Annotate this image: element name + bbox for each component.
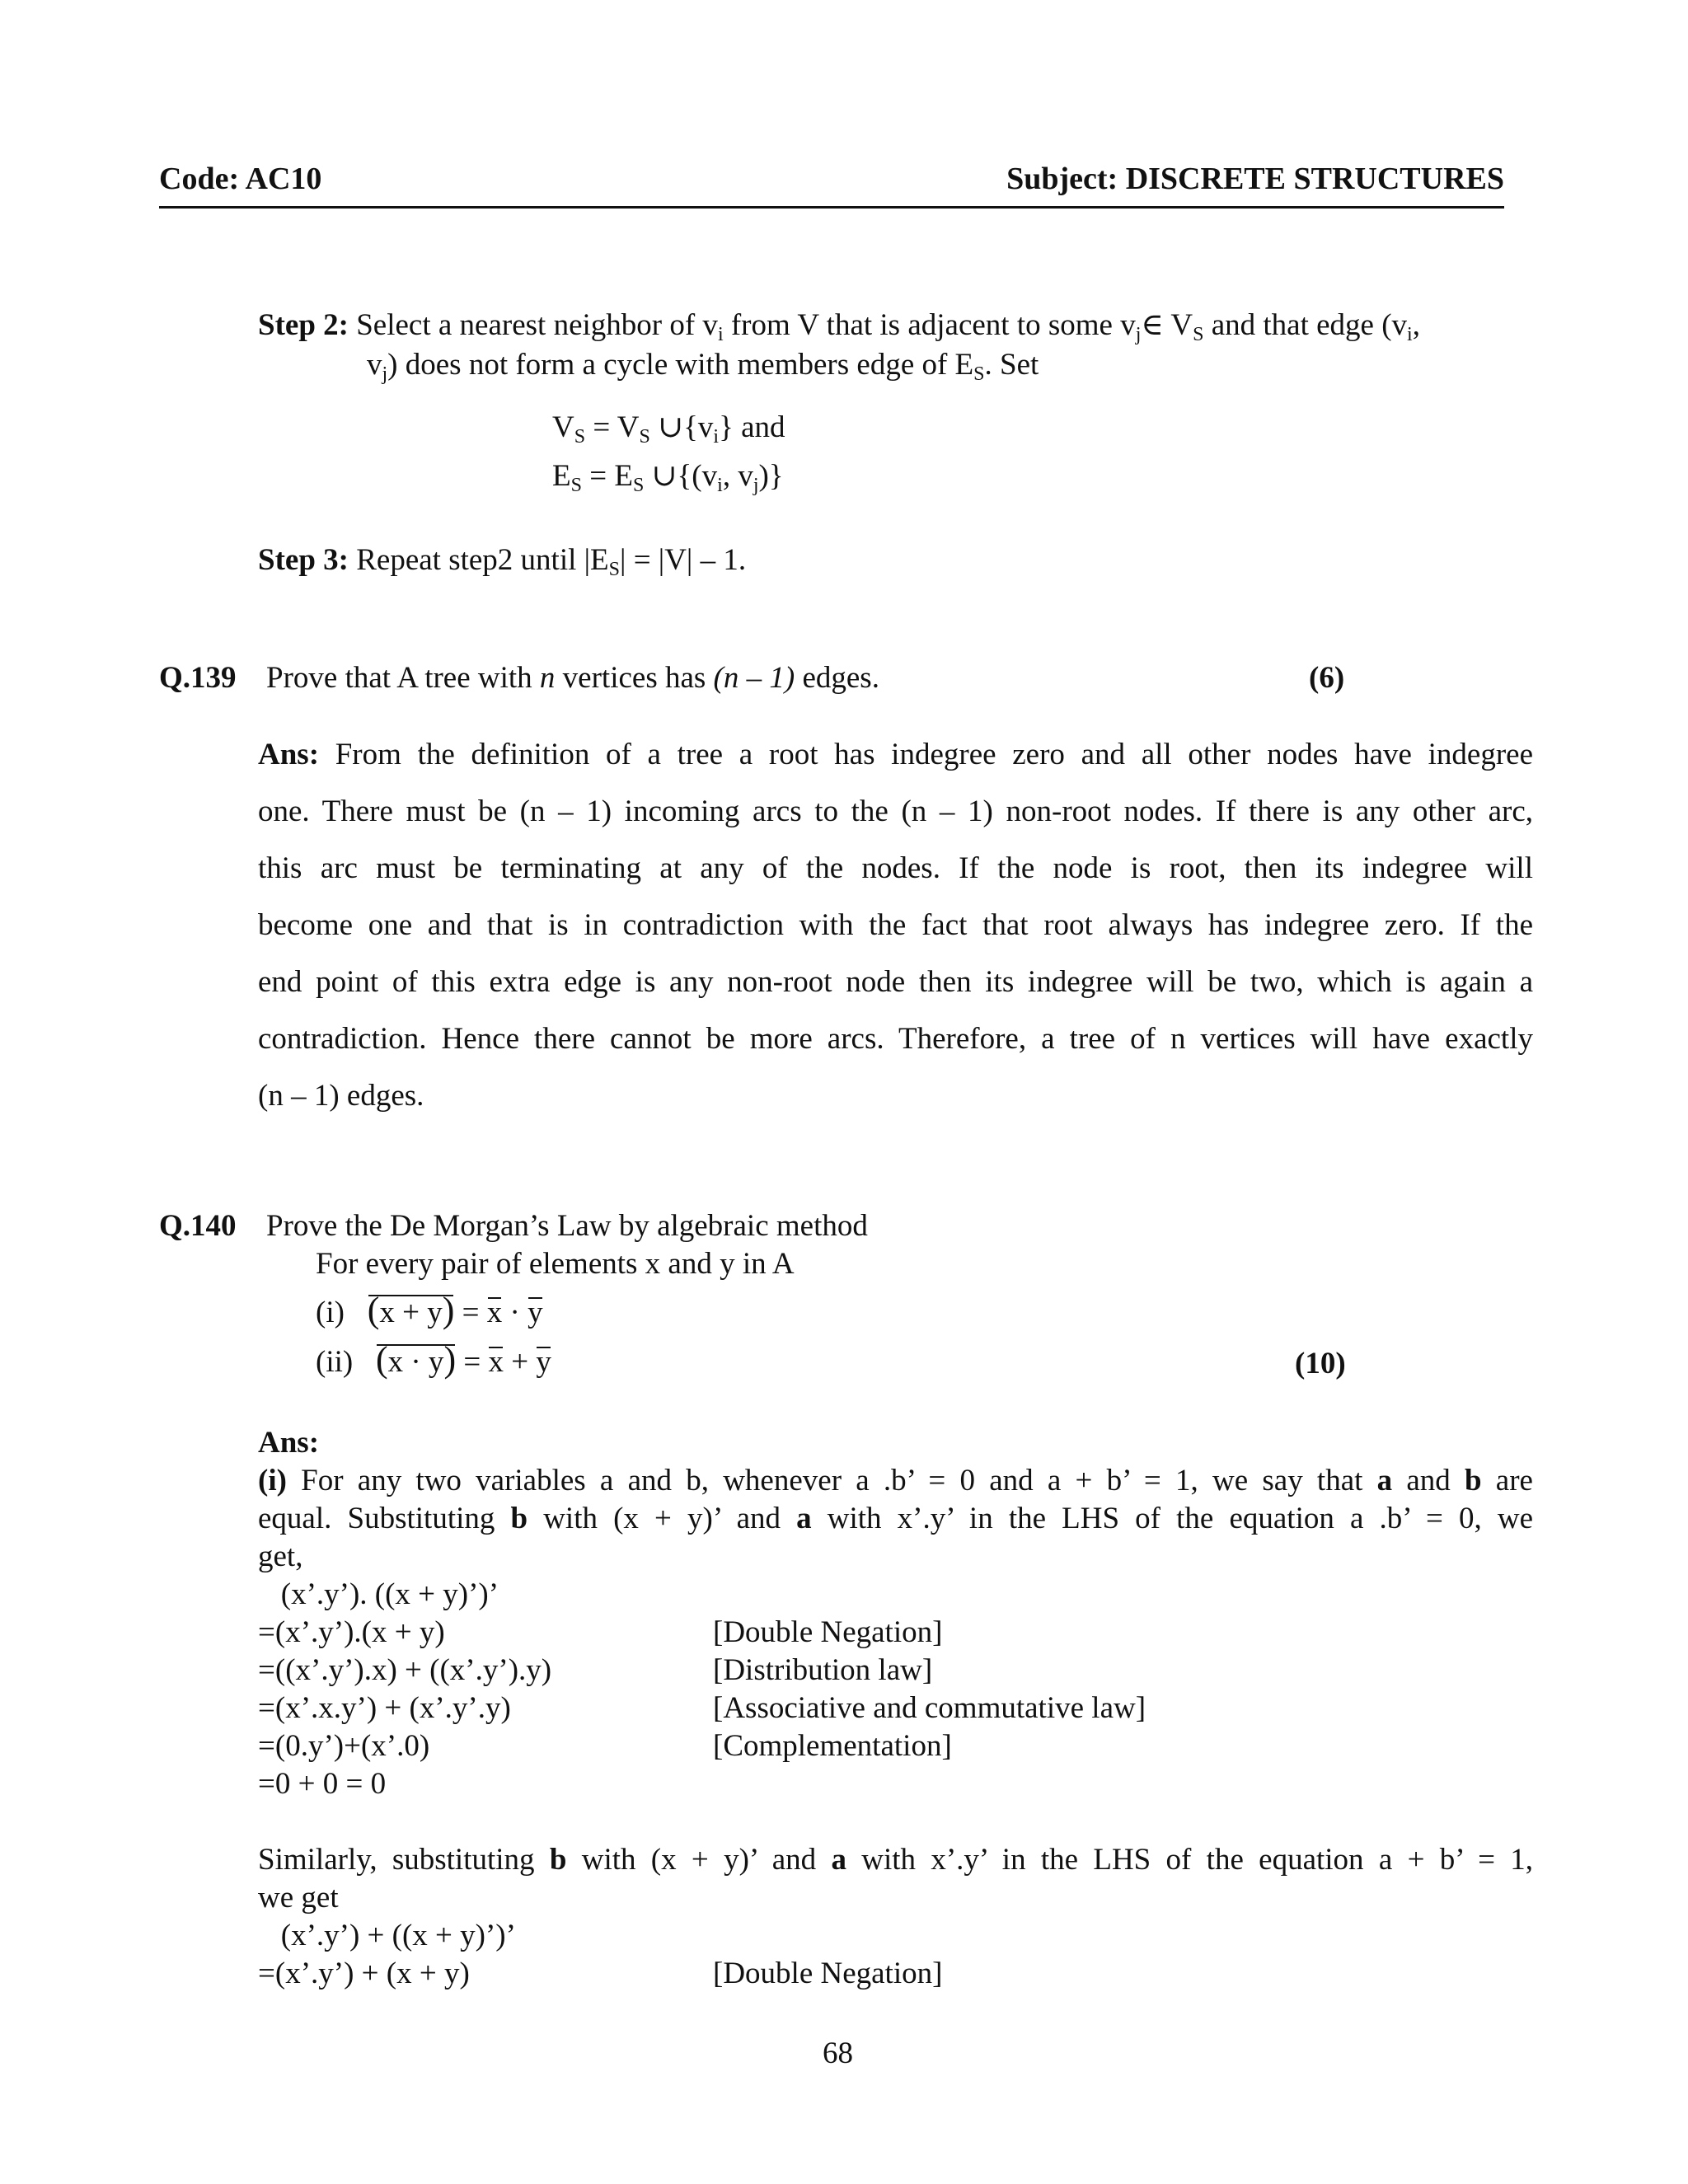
- deriv-expr: =(x’.y’).(x + y): [258, 1615, 445, 1649]
- q139-answer-line: contradiction. Hence there cannot be more arcs. Therefore, a tree of n vertices will have exactly: [258, 1022, 1533, 1056]
- derivation-row: [258, 1614, 1533, 1652]
- derivation-row: [258, 1690, 1533, 1727]
- eq-text: )}: [758, 459, 784, 493]
- sub: i: [717, 475, 723, 496]
- var-b: b: [1465, 1464, 1482, 1497]
- item-label: (i): [316, 1296, 345, 1329]
- q139-answer-line: this arc must be terminating at any of the nodes. If the node is root, then its indegree will: [258, 851, 1533, 885]
- sub: j: [1135, 324, 1142, 345]
- deriv-expr: (x’.y’) + ((x + y)’)’: [258, 1919, 516, 1952]
- q140-ans-label: Ans:: [258, 1426, 320, 1460]
- deriv-expr: =(0.y’)+(x’.0): [258, 1729, 430, 1763]
- expr: x + y: [379, 1296, 443, 1329]
- step2-text: v: [367, 348, 382, 382]
- sub: S: [632, 475, 645, 496]
- q139-answer-line: [258, 726, 1533, 783]
- ans-text: with x’.y’ in the LHS of the equation a .b’ = 0, we: [811, 1502, 1533, 1535]
- eq-text: E: [552, 459, 571, 493]
- q139-answer-line: one. There must be (n – 1) incoming arcs to the (n – 1) non-root nodes. If there is any other arc,: [258, 794, 1533, 828]
- derivation-row: [258, 1765, 1533, 1803]
- derivation-row: [258, 1727, 1533, 1765]
- q-text-italic: (n – 1): [713, 661, 795, 695]
- q139-marks: (6): [1309, 661, 1345, 695]
- q140-item-ii: [316, 1341, 551, 1381]
- q-text: Prove that A tree with: [266, 661, 540, 695]
- eq-text: = V: [585, 410, 640, 444]
- overbar-x: x: [488, 1343, 504, 1381]
- deriv-expr: =((x’.y’).x) + ((x’.y’).y): [258, 1653, 552, 1687]
- page-number: 68: [823, 2036, 853, 2070]
- header-code: Code: AC10: [159, 162, 322, 196]
- eq-text: ∪{(v: [644, 459, 718, 493]
- q-text-italic: n: [539, 661, 556, 695]
- step2-text: . Set: [984, 348, 1039, 382]
- var-a: a: [831, 1843, 846, 1877]
- q140-item-i: [316, 1291, 543, 1332]
- sub: j: [753, 475, 759, 496]
- q139-answer-line: (n – 1) edges.: [258, 1079, 424, 1113]
- q-text: edges.: [795, 661, 879, 695]
- var-b: b: [510, 1502, 528, 1535]
- q140-subline: For every pair of elements x and y in A: [316, 1247, 795, 1281]
- answer-line: get,: [258, 1540, 303, 1573]
- eq-text: , v: [722, 459, 753, 493]
- sub: S: [608, 559, 621, 580]
- eq-text: = E: [581, 459, 633, 493]
- paren: ): [442, 1290, 455, 1330]
- deriv-expr: =0 + 0 = 0: [258, 1767, 387, 1801]
- spacer: [258, 1803, 1533, 1841]
- step3: [258, 541, 746, 579]
- overbar-y: y: [536, 1343, 551, 1381]
- derivation-row: [258, 1955, 1533, 1993]
- q140-answer: [258, 1462, 1533, 1993]
- step2-text: from V that is adjacent to some v: [723, 308, 1136, 342]
- expr: =: [454, 1296, 487, 1329]
- overbar-expression: [376, 1341, 456, 1381]
- step2-line1: [258, 307, 1533, 344]
- ans-text: For any two variables a and b, whenever a .b’ = 0 and a + b’ = 1, we say that: [286, 1464, 1377, 1497]
- expr: +: [503, 1345, 537, 1379]
- overbar-y: y: [528, 1294, 543, 1332]
- q140-question: Prove the De Morgan’s Law by algebraic method: [266, 1209, 868, 1243]
- step2-label: Step 2:: [258, 308, 349, 342]
- deriv-reason: [Double Negation]: [713, 1957, 943, 1990]
- eq-text: V: [552, 410, 574, 444]
- ans-text: equal. Substituting: [258, 1502, 511, 1535]
- step2-equation-vs: [552, 409, 785, 447]
- sub: S: [639, 426, 650, 448]
- q140-marks: (10): [1295, 1347, 1346, 1380]
- step3-text: Repeat step2 until |E: [356, 543, 609, 577]
- var-b: b: [549, 1843, 567, 1877]
- q139-number: Q.139: [159, 661, 237, 695]
- q140-number: Q.140: [159, 1209, 237, 1243]
- answer-line: [258, 1841, 1533, 1879]
- header-rule: [159, 206, 1504, 209]
- q-text: vertices has: [555, 661, 714, 695]
- answer-line: [258, 1500, 1533, 1538]
- step2-text: ,: [1412, 308, 1420, 342]
- step2-line2: [367, 346, 1039, 384]
- expr: ·: [502, 1296, 528, 1329]
- part-label: (i): [258, 1464, 287, 1497]
- deriv-expr: (x’.y’). ((x + y)’)’: [258, 1577, 499, 1611]
- eq-text: ∪{v: [649, 410, 714, 444]
- q139-answer-line: become one and that is in contradiction with the fact that root always has indegree zero. If the: [258, 908, 1533, 942]
- derivation-row: [258, 1652, 1533, 1690]
- deriv-expr: =(x’.y’) + (x + y): [258, 1957, 470, 1990]
- deriv-expr: =(x’.x.y’) + (x’.y’.y): [258, 1691, 511, 1725]
- eq-text: } and: [719, 410, 785, 444]
- ans-label: Ans:: [258, 738, 320, 771]
- var-a: a: [796, 1502, 812, 1535]
- step2-text: ) does not form a cycle with members edge of E: [387, 348, 974, 382]
- ans-text: From the definition of a tree a root has indegree zero and all other nodes have indegree: [319, 738, 1533, 771]
- step2-text: ∈ V: [1141, 308, 1193, 342]
- sub: j: [382, 363, 388, 385]
- ans-text: with (x + y)’ and: [566, 1843, 832, 1877]
- paren: ): [443, 1339, 457, 1380]
- step2-equation-es: [552, 457, 784, 495]
- ans-text: and: [1392, 1464, 1465, 1497]
- ans-text: with x’.y’ in the LHS of the equation a + b’ = 1,: [846, 1843, 1534, 1877]
- deriv-reason: [Complementation]: [713, 1729, 952, 1763]
- expr: x · y: [387, 1345, 444, 1379]
- sub: S: [570, 475, 582, 496]
- paren: (: [367, 1290, 380, 1330]
- sub: i: [1407, 324, 1413, 345]
- header-subject: Subject: DISCRETE STRUCTURES: [1006, 162, 1504, 196]
- step3-text: | = |V| – 1.: [620, 543, 747, 577]
- step2-text: Select a nearest neighbor of v: [356, 308, 718, 342]
- item-label: (ii): [316, 1345, 354, 1379]
- answer-line: [258, 1462, 1533, 1500]
- sub: S: [1193, 324, 1204, 345]
- step3-label: Step 3:: [258, 543, 349, 577]
- sub: S: [574, 426, 586, 448]
- overbar-expression: [368, 1291, 455, 1332]
- paren: (: [375, 1339, 388, 1380]
- sub: S: [973, 363, 985, 385]
- var-a: a: [1376, 1464, 1393, 1497]
- derivation-row: [258, 1576, 1533, 1614]
- expr: =: [456, 1345, 489, 1379]
- ans-text: are: [1481, 1464, 1533, 1497]
- overbar-x: x: [487, 1294, 503, 1332]
- ans-text: Similarly, substituting: [258, 1843, 550, 1877]
- sub: i: [713, 426, 720, 448]
- sub: i: [717, 324, 724, 345]
- step2-text: and that edge (v: [1203, 308, 1408, 342]
- q139-question: [266, 659, 879, 697]
- q139-answer-line: end point of this extra edge is any non-root node then its indegree will be two, which is again a: [258, 965, 1533, 999]
- derivation-row: [258, 1917, 1533, 1955]
- deriv-reason: [Double Negation]: [713, 1615, 943, 1649]
- ans-text: with (x + y)’ and: [528, 1502, 797, 1535]
- deriv-reason: [Distribution law]: [713, 1653, 933, 1687]
- deriv-reason: [Associative and commutative law]: [713, 1691, 1146, 1725]
- answer-line: we get: [258, 1881, 339, 1915]
